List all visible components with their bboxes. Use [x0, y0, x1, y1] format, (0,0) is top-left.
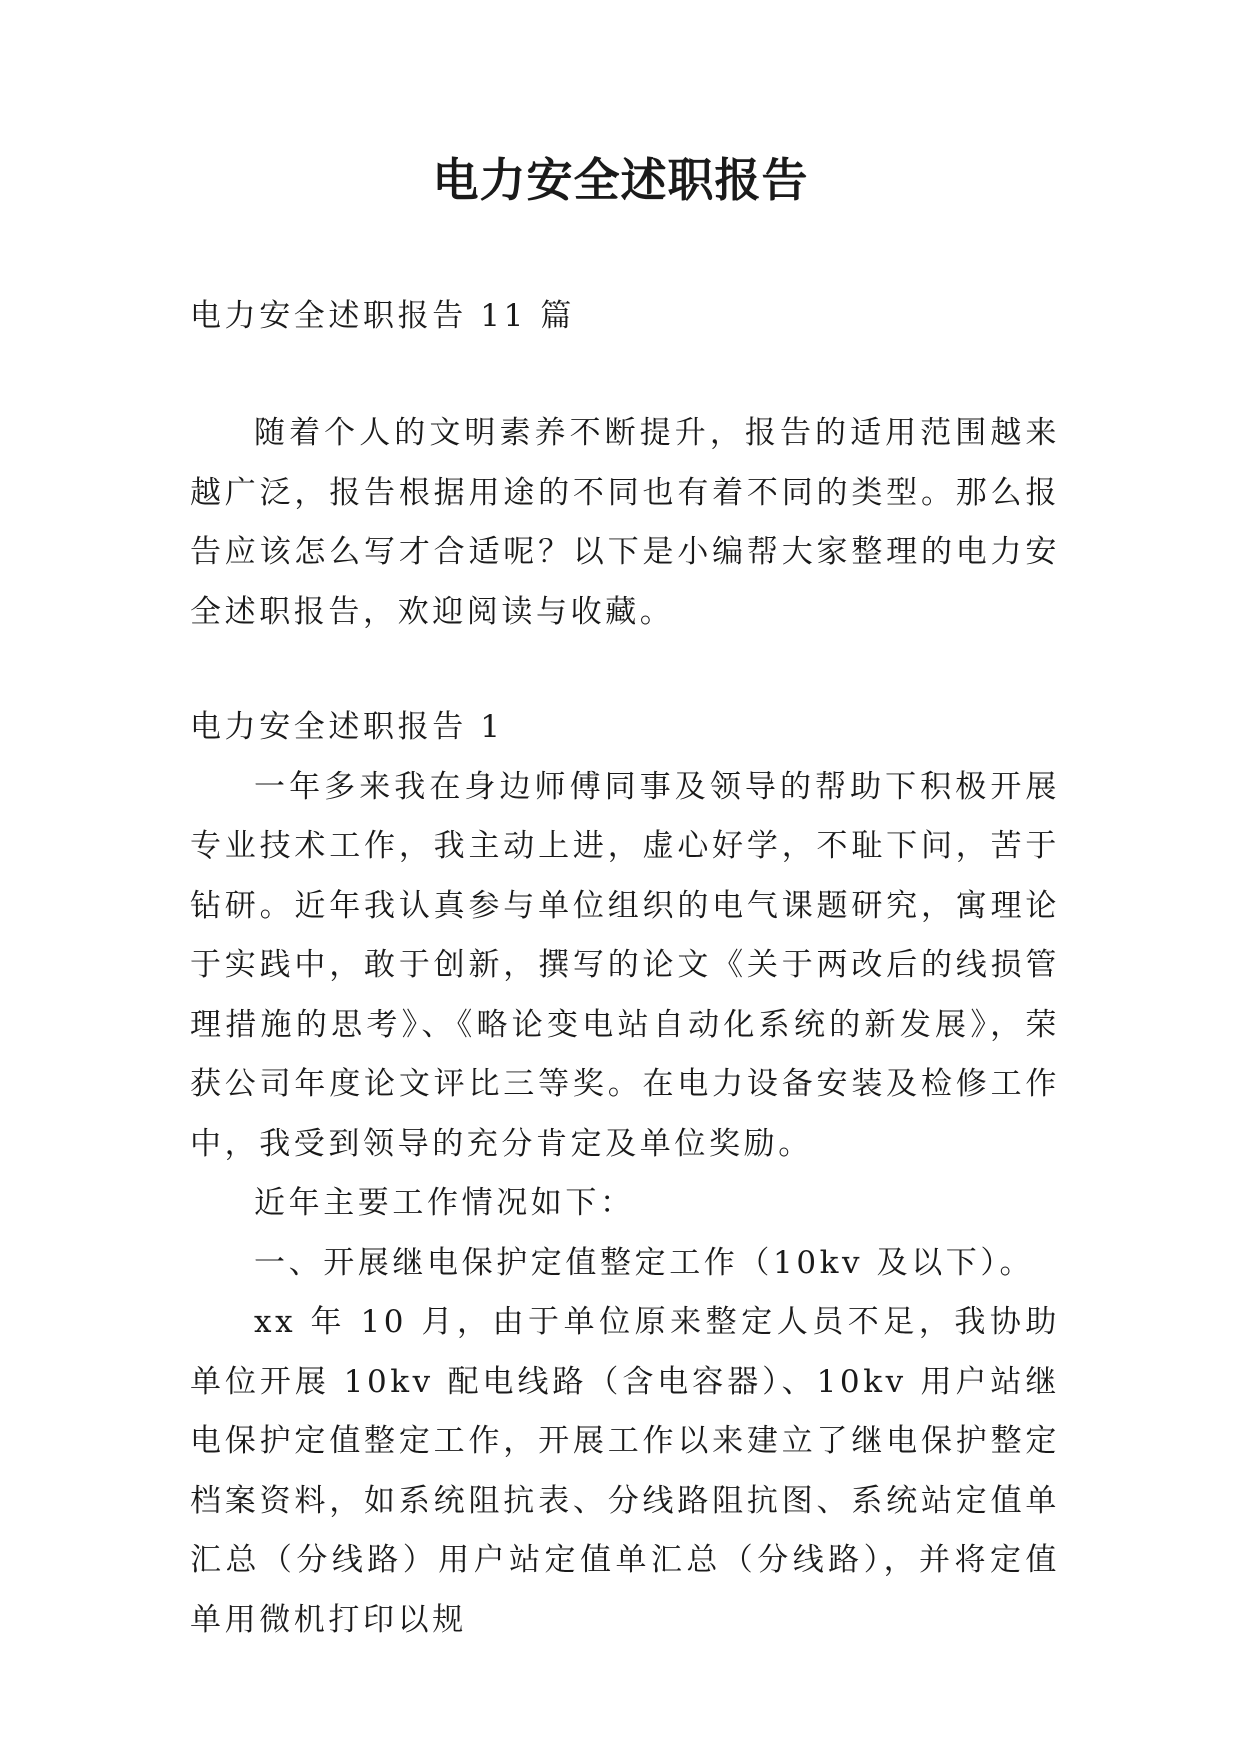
- document-title: 电力安全述职报告: [432, 153, 809, 207]
- section-1: [190, 698, 1060, 1650]
- body-paragraph: 一、开展继电保护定值整定工作（10kv 及以下）。: [254, 1244, 1035, 1281]
- intro-paragraph: 随着个人的文明素养不断提升，报告的适用范围越来越广泛，报告根据用途的不同也有着不同的类型。那么报告应该怎么写才合适呢？以下是小编帮大家整理的电力安全述职报告，欢迎阅读与收藏。: [190, 415, 1060, 630]
- section-heading: 电力安全述职报告 1: [190, 709, 504, 745]
- body-paragraph: 近年主要工作情况如下：: [254, 1185, 635, 1221]
- body-paragraph: xx 年 10 月，由于单位原来整定人员不足，我协助单位开展 10kv 配电线路（含电容器）、10kv 用户站继电保护定值整定工作，开展工作以来建立了继电保护整定档案资料，如系统阻抗表、分线路阻抗图、系统站定值单汇总（分线路）用户站定值单汇总（分线路），并将定值单用微机打印以规: [190, 1304, 1060, 1638]
- body-paragraph: 一年多来我在身边师傅同事及领导的帮助下积极开展专业技术工作，我主动上进，虚心好学，不耻下问，苦于钻研。近年我认真参与单位组织的电气课题研究，寓理论于实践中，敢于创新，撰写的论文《关于两改后的线损管理措施的思考》、《略论变电站自动化系统的新发展》，荣获公司年度论文评比三等奖。在电力设备安装及检修工作中，我受到领导的充分肯定及单位奖励。: [190, 768, 1060, 1162]
- document-subtitle: 电力安全述职报告 11 篇: [190, 298, 575, 334]
